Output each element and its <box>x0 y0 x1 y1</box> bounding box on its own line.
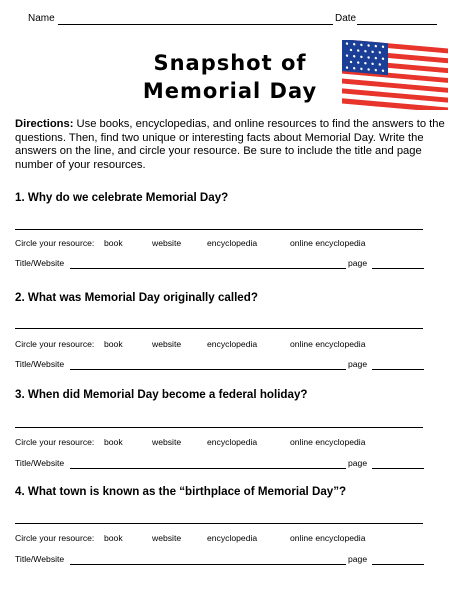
title-label-2: Title/Website <box>15 359 65 369</box>
page-title-line1: Snapshot of <box>153 51 307 75</box>
page-field-4[interactable] <box>372 564 424 565</box>
page-field-1[interactable] <box>372 268 424 269</box>
directions-label: Directions: <box>15 118 74 130</box>
page-label-3: page <box>348 458 368 468</box>
resource-option-website-1[interactable]: website <box>152 238 182 248</box>
date-field[interactable] <box>357 24 437 25</box>
flag-canton <box>342 40 388 75</box>
title-field-1[interactable] <box>70 268 346 269</box>
resource-option-online-encyclopedia-3[interactable]: online encyclopedia <box>290 437 366 447</box>
resource-prompt-4: Circle your resource: <box>15 533 95 543</box>
question-1: 1. Why do we celebrate Memorial Day? <box>15 191 229 204</box>
directions-paragraph <box>15 118 453 172</box>
page-label-2: page <box>348 359 368 369</box>
resource-option-online-encyclopedia-1[interactable]: online encyclopedia <box>290 238 366 248</box>
date-label: Date <box>335 13 357 24</box>
resource-option-encyclopedia-1[interactable]: encyclopedia <box>207 238 258 248</box>
american-flag-icon <box>340 40 452 110</box>
page-label-4: page <box>348 554 368 564</box>
resource-prompt-3: Circle your resource: <box>15 437 95 447</box>
resource-option-book-4[interactable]: book <box>104 533 123 543</box>
question-4: 4. What town is known as the “birthplace of Memorial Day”? <box>15 485 347 498</box>
name-field[interactable] <box>58 24 333 25</box>
resource-option-book-2[interactable]: book <box>104 339 123 349</box>
page-field-2[interactable] <box>372 369 424 370</box>
title-field-3[interactable] <box>70 468 346 469</box>
answer-line-4[interactable] <box>15 523 423 524</box>
answer-line-1[interactable] <box>15 229 423 230</box>
page-title-line2: Memorial Day <box>142 79 318 103</box>
resource-prompt-2: Circle your resource: <box>15 339 95 349</box>
resource-option-website-3[interactable]: website <box>152 437 182 447</box>
question-2: 2. What was Memorial Day originally called? <box>15 291 258 304</box>
resource-option-website-2[interactable]: website <box>152 339 182 349</box>
resource-option-encyclopedia-3[interactable]: encyclopedia <box>207 437 258 447</box>
title-field-4[interactable] <box>70 564 346 565</box>
title-field-2[interactable] <box>70 369 346 370</box>
resource-option-book-3[interactable]: book <box>104 437 123 447</box>
answer-line-2[interactable] <box>15 328 423 329</box>
resource-option-online-encyclopedia-4[interactable]: online encyclopedia <box>290 533 366 543</box>
page-field-3[interactable] <box>372 468 424 469</box>
page-label-1: page <box>348 258 368 268</box>
resource-option-website-4[interactable]: website <box>152 533 182 543</box>
resource-option-encyclopedia-4[interactable]: encyclopedia <box>207 533 258 543</box>
resource-option-encyclopedia-2[interactable]: encyclopedia <box>207 339 258 349</box>
title-label-3: Title/Website <box>15 458 65 468</box>
answer-line-3[interactable] <box>15 427 423 428</box>
question-3: 3. When did Memorial Day become a federal holiday? <box>15 388 308 401</box>
resource-option-book-1[interactable]: book <box>104 238 123 248</box>
resource-prompt-1: Circle your resource: <box>15 238 95 248</box>
title-label-1: Title/Website <box>15 258 65 268</box>
title-label-4: Title/Website <box>15 554 65 564</box>
directions-text: Use books, encyclopedias, and online resources to find the answers to the questions. Then, find two unique or interesting facts about Memorial Day. Write the answers on the line, and circle your resource. Be sure to include the title and page number of your resources. <box>15 118 445 171</box>
name-label: Name <box>28 13 55 24</box>
resource-option-online-encyclopedia-2[interactable]: online encyclopedia <box>290 339 366 349</box>
